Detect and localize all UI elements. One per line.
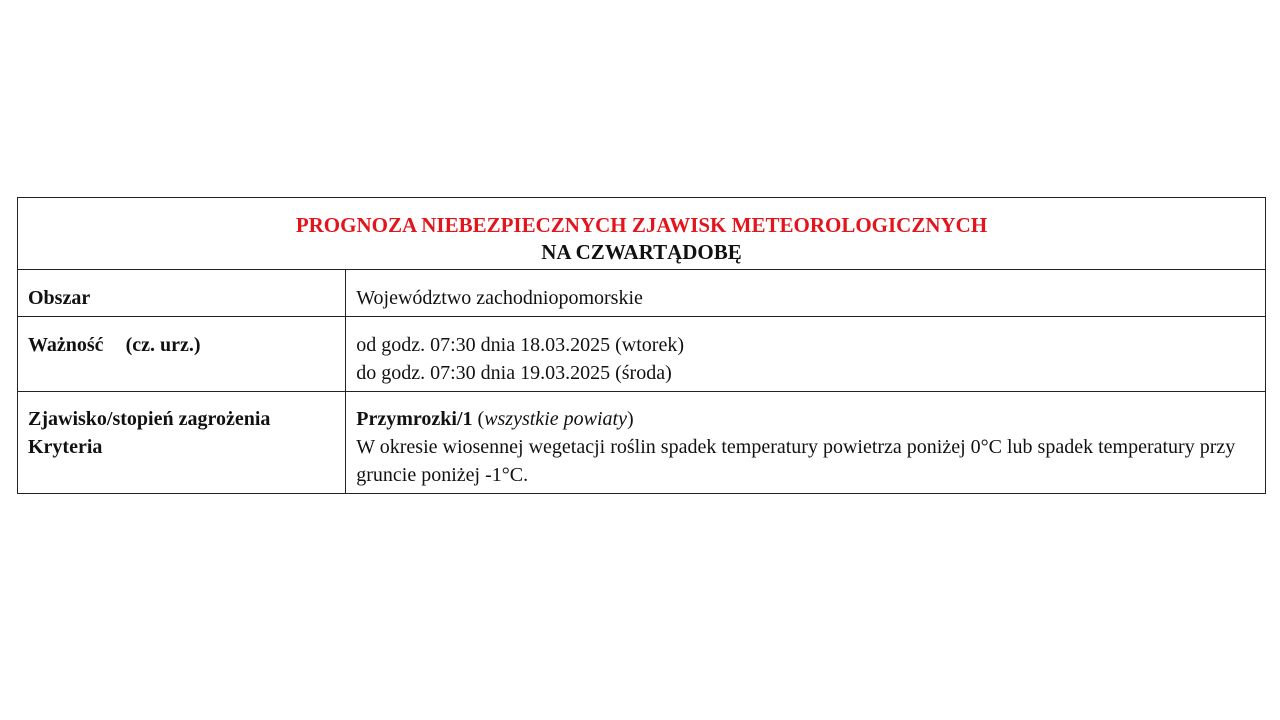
phenomenon-label: Zjawisko/stopień zagrożenia — [28, 408, 271, 430]
phenomenon-scope: wszystkie powiaty — [484, 408, 627, 430]
paren-close: ) — [626, 408, 634, 430]
validity-from: od godz. 07:30 dnia 18.03.2025 (wtorek) — [356, 334, 684, 356]
criteria-label: Kryteria — [28, 436, 103, 458]
phenomenon-name: Przymrozki/1 — [356, 408, 473, 430]
paren-open: ( — [472, 408, 485, 430]
phenomenon-label-cell — [18, 392, 346, 494]
validity-label: Ważność — [28, 334, 104, 356]
validity-label-suffix: (cz. urz.) — [125, 334, 201, 356]
area-row — [18, 270, 1266, 317]
validity-row — [18, 317, 1266, 392]
area-value: Województwo zachodniopomorskie — [346, 270, 1266, 317]
validity-to: do godz. 07:30 dnia 19.03.2025 (środa) — [356, 362, 672, 384]
header-cell — [18, 198, 1266, 270]
forecast-subtitle: NA CZWARTĄDOBĘ — [541, 239, 742, 264]
validity-value-cell — [346, 317, 1266, 392]
validity-label-cell — [18, 317, 346, 392]
forecast-title: PROGNOZA NIEBEZPIECZNYCH ZJAWISK METEOROLOGICZNYCH — [295, 212, 988, 237]
header-row — [18, 198, 1266, 270]
phenomenon-value-cell — [346, 392, 1266, 494]
area-label: Obszar — [18, 270, 346, 317]
forecast-table — [17, 197, 1266, 494]
criteria-text: W okresie wiosennej wegetacji roślin spadek temperatury powietrza poniżej 0°C lub spadek temperatury przy gruncie poniżej -1°C. — [356, 436, 1236, 486]
phenomenon-row — [18, 392, 1266, 494]
